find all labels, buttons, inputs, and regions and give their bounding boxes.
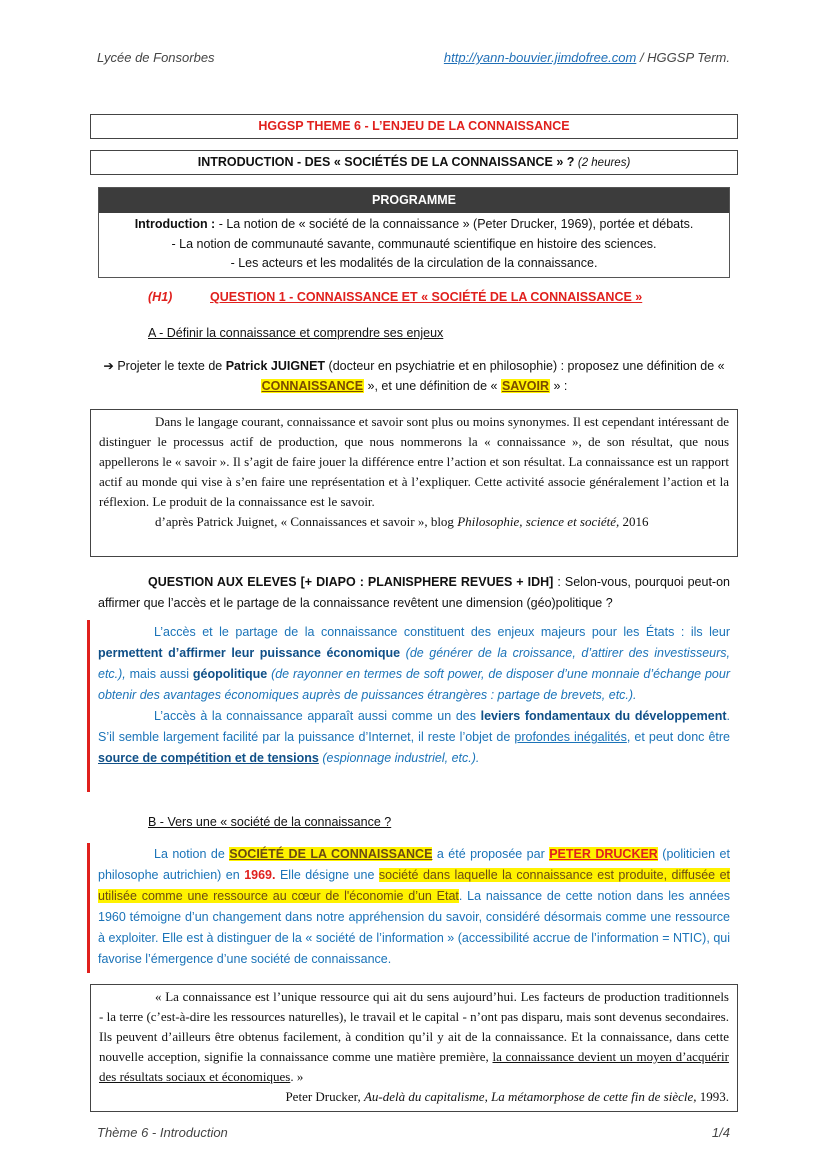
section-b-paragraph: La notion de SOCIÉTÉ DE LA CONNAISSANCE a été proposée par PETER DRUCKER (politicien et philosophe autrichien) en 1969. Elle désigne une société dans laquelle la connaissance est produite, diffusée et utilisée comme une ressource au cœur de l'économie d’un Etat. La naissance de cette notion dans les années 1960 témoigne d’un changement dans notre appréhension du savoir, considéré désormais comme une ressource à exploiter. Elle est à distinguer de la « société de l’information » (accessibilité accrue de l’information = NTIC), qui favorise l’émergence d’une société de connaissance. [98, 847, 731, 966]
programme-intro-label: Introduction : [134, 217, 216, 231]
drucker-quote-box [90, 984, 738, 1112]
footer-title: Thème 6 - Introduction [97, 1125, 228, 1140]
answer-1-paragraph-1: L’accès et le partage de la connaissance constituent des enjeux majeurs pour les États : ils leur permettent d’affirmer leur puissance économique (de générer de la croissance, d’attirer des investisseurs, etc.), mais aussi géopolitique (de rayonner en termes de soft power, de disposer d’une monnaie d’échange pour obtenir des avantages économiques auprès de puissances étrangères : partage de brevets, etc.). [98, 625, 731, 702]
arrow-icon: ➔ [103, 359, 114, 373]
answer-2-margin-bar [87, 843, 90, 973]
h1-tag: (H1) [148, 290, 173, 304]
page-number: 1/4 [711, 1125, 730, 1140]
student-question-text: : Selon-vous, pourquoi peut-on affirmer que l’accès et le partage de la connaissance revêtent une dimension (géo)politique ? [98, 575, 730, 610]
term-savoir: SAVOIR [501, 379, 549, 393]
answer-1 [98, 622, 730, 769]
theme-title: HGGSP THEME 6 - L’ENJEU DE LA CONNAISSANCE [90, 114, 738, 139]
intro-title-text: INTRODUCTION - DES « SOCIÉTÉS DE LA CONNAISSANCE » ? [197, 155, 575, 169]
drucker-quote-source: Peter Drucker, Au-delà du capitalisme, La métamorphose de cette fin de siècle, 1993. [285, 1089, 729, 1104]
year-1969: 1969. [244, 868, 276, 882]
programme-line-2: - La notion de communauté savante, communauté scientifique en histoire des sciences. [171, 236, 657, 251]
juignet-quote-text: Dans le langage courant, connaissance et savoir sont plus ou moins synonymes. Il est cependant intéressant de distinguer le processus actif de production, que nous nommerons la « connaissance », de son résultat, que nous appellerons le « savoir ». Il s’agit de faire jouer la différence entre l’action et son résultat. La connaissance est un rapport actif au monde qui vise à s’en faire une représentation et à l’expliquer. Cette activité associe généralement l’action et la réflexion. Le produit de la connaissance est le savoir. [99, 414, 729, 509]
header-school: Lycée de Fonsorbes [97, 50, 215, 65]
student-question [98, 572, 730, 614]
programme-heading: PROGRAMME [99, 188, 729, 213]
header-link[interactable]: http://yann-bouvier.jimdofree.com [443, 50, 637, 65]
question-1-heading [148, 290, 642, 304]
drucker-quote-text: « La connaissance est l’unique ressource qui ait du sens aujourd’hui. Les facteurs de production traditionnels - la terre (c’est-à-dire les ressources naturelles), le travail et le capital - n’ont pas disparu, mais sont devenus secondaires. Ils peuvent d’ailleurs être obtenus facilement, à condition qu’il y ait de la connaissance. Et la connaissance, dans cette nouvelle acception, signifie la connaissance comme une matière première, la connaissance devient un moyen d’acquérir des résultats sociaux et économiques. » [99, 989, 729, 1084]
programme-line-1: - La notion de « société de la connaissance » (Peter Drucker, 1969), portée et débats. [215, 217, 694, 231]
header-right [444, 50, 730, 65]
question-1-title: QUESTION 1 - CONNAISSANCE ET « SOCIÉTÉ DE LA CONNAISSANCE » [210, 290, 643, 304]
definition-highlight: société dans laquelle la connaissance est produite, diffusée et utilisée comme une ressource au cœur de l'économie d’un Etat [98, 868, 731, 903]
programme-box [98, 187, 730, 278]
student-question-label: QUESTION AUX ELEVES [+ DIAPO : PLANISPHERE REVUES + IDH] [148, 575, 554, 589]
juignet-quote-source: d’après Patrick Juignet, « Connaissances et savoir », blog Philosophie, science et société, 2016 [155, 514, 649, 529]
programme-line-3: - Les acteurs et les modalités de la circulation de la connaissance. [230, 256, 598, 270]
answer-1-margin-bar [87, 620, 90, 792]
answer-1-paragraph-2: L’accès à la connaissance apparaît aussi comme un des leviers fondamentaux du développement. S’il semble largement facilité par la puissance d’Internet, il reste l’objet de profondes inégalités, et peut donc être source de compétition et de tensions (espionnage industriel, etc.). [98, 709, 730, 765]
juignet-quote-box [90, 409, 738, 557]
intro-hours: (2 heures) [577, 157, 631, 169]
header-course: / HGGSP Term. [636, 50, 730, 65]
section-a-title: A - Définir la connaissance et comprendre ses enjeux [148, 326, 444, 340]
instruction-a: ➔ Projeter le texte de Patrick JUIGNET (docteur en psychiatrie et en philosophie) : proposez une définition de « CONNAISSANCE », et une définition de « SAVOIR » : [103, 359, 725, 393]
term-connaissance: CONNAISSANCE [261, 379, 364, 393]
term-societe-connaissance: SOCIÉTÉ DE LA CONNAISSANCE [229, 847, 433, 861]
term-peter-drucker: PETER DRUCKER [549, 847, 658, 861]
programme-body [99, 213, 729, 277]
intro-title [90, 150, 738, 175]
section-b-title: B - Vers une « société de la connaissance ? [148, 815, 392, 829]
author-name: Patrick JUIGNET [225, 359, 326, 373]
